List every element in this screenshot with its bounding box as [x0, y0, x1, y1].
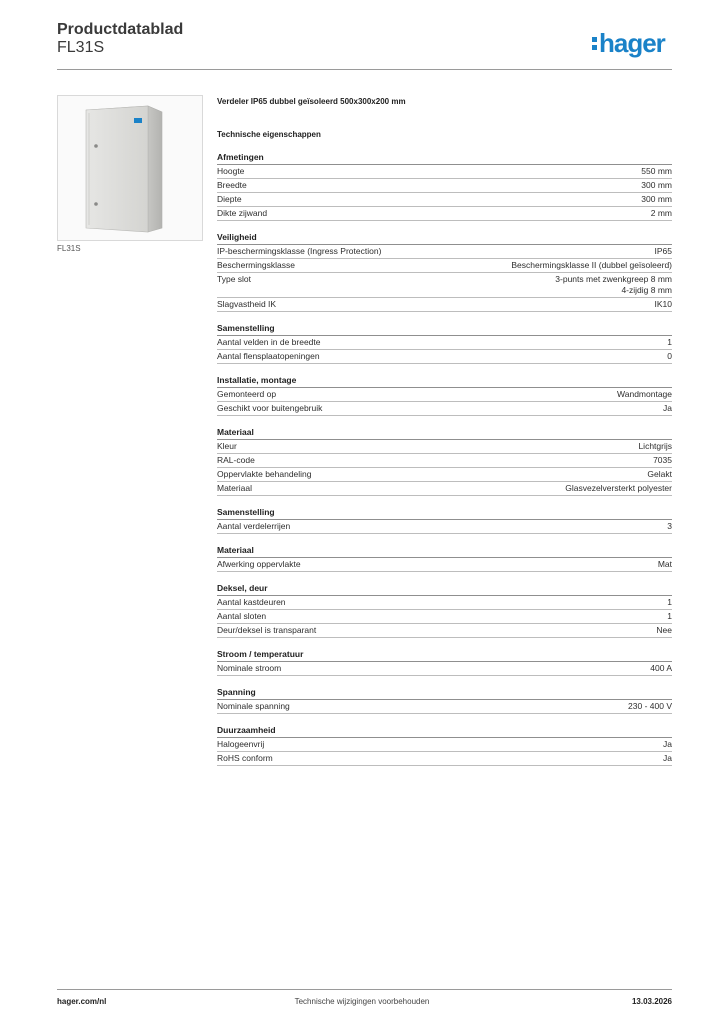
spec-section — [217, 231, 672, 312]
spec-row — [217, 752, 672, 766]
spec-value — [655, 246, 673, 257]
spec-row — [217, 454, 672, 468]
logo-dots-icon — [592, 37, 597, 50]
spec-value — [667, 337, 672, 348]
spec-label: Aantal verdelerrijen — [217, 521, 291, 531]
tech-heading: Technische eigenschappen — [217, 130, 321, 139]
spec-value-line: 300 mm — [641, 180, 672, 190]
spec-value-line: Ja — [663, 753, 672, 763]
spec-value-line: 230 - 400 V — [628, 701, 672, 711]
spec-content — [217, 96, 672, 776]
spec-value — [658, 559, 672, 570]
spec-label: Aantal kastdeuren — [217, 597, 286, 607]
spec-value-line: Gelakt — [647, 469, 672, 479]
spec-value-line: 1 — [667, 337, 672, 347]
spec-label: Kleur — [217, 441, 237, 451]
spec-label: Breedte — [217, 180, 247, 190]
spec-value — [638, 441, 672, 452]
section-title: Materiaal — [217, 426, 672, 440]
spec-row — [217, 388, 672, 402]
enclosure-cabinet-icon — [58, 96, 202, 240]
spec-value-line: 3 — [667, 521, 672, 531]
spec-value-line: 300 mm — [641, 194, 672, 204]
spec-value-line: 7035 — [653, 455, 672, 465]
footer-website-link[interactable]: hager.com/nl — [57, 997, 107, 1006]
section-title: Deksel, deur — [217, 582, 672, 596]
spec-value — [656, 625, 672, 636]
spec-value-line: Ja — [663, 403, 672, 413]
spec-value — [647, 469, 672, 480]
spec-value — [641, 194, 672, 205]
spec-label: Hoogte — [217, 166, 245, 176]
spec-value — [667, 351, 672, 362]
spec-row — [217, 596, 672, 610]
spec-value-line: Ja — [663, 739, 672, 749]
spec-row — [217, 298, 672, 312]
spec-value — [663, 739, 672, 750]
spec-row — [217, 402, 672, 416]
spec-row — [217, 662, 672, 676]
spec-sections — [217, 151, 672, 766]
spec-value-line: 550 mm — [641, 166, 672, 176]
spec-value-line: Glasvezelversterkt polyester — [565, 483, 672, 493]
spec-value — [565, 483, 672, 494]
hager-logo[interactable] — [592, 28, 665, 58]
spec-row — [217, 245, 672, 259]
spec-section — [217, 686, 672, 714]
document-title: Productdatablad — [57, 21, 184, 38]
spec-row — [217, 700, 672, 714]
header-divider — [57, 69, 672, 70]
product-code: FL31S — [57, 39, 105, 56]
spec-row — [217, 207, 672, 221]
spec-label: Geschikt voor buitengebruik — [217, 403, 323, 413]
spec-section — [217, 724, 672, 766]
spec-row — [217, 520, 672, 534]
spec-label: Gemonteerd op — [217, 389, 277, 399]
spec-value — [617, 389, 672, 400]
spec-section — [217, 426, 672, 496]
spec-value — [641, 166, 672, 177]
spec-value-line: 2 mm — [650, 208, 672, 218]
spec-value-line: 1 — [667, 597, 672, 607]
spec-row — [217, 259, 672, 273]
spec-value — [641, 180, 672, 191]
section-title: Duurzaamheid — [217, 724, 672, 738]
footer-date: 13.03.2026 — [631, 997, 672, 1006]
spec-row — [217, 738, 672, 752]
spec-value-line: 3-punts met zwenkgreep 8 mm — [555, 274, 672, 284]
spec-value-line: IK10 — [654, 299, 672, 309]
section-title: Samenstelling — [217, 506, 672, 520]
spec-row — [217, 179, 672, 193]
spec-label: Halogeenvrij — [217, 739, 265, 749]
spec-row — [217, 336, 672, 350]
spec-section — [217, 374, 672, 416]
spec-label: Beschermingsklasse — [217, 260, 295, 270]
spec-row — [217, 165, 672, 179]
section-title: Spanning — [217, 686, 672, 700]
logo-text: hager — [599, 28, 665, 58]
spec-label: Nominale spanning — [217, 701, 290, 711]
spec-label: Deur/deksel is transparant — [217, 625, 317, 635]
section-title: Samenstelling — [217, 322, 672, 336]
spec-value-line: Beschermingsklasse II (dubbel geïsoleerd) — [511, 260, 672, 270]
spec-value-line: Lichtgrijs — [638, 441, 672, 451]
product-description: Verdeler IP65 dubbel geïsoleerd 500x300x200 mm — [217, 97, 406, 106]
spec-row — [217, 440, 672, 454]
spec-row — [217, 193, 672, 207]
spec-section — [217, 648, 672, 676]
spec-label: Dikte zijwand — [217, 208, 268, 218]
spec-value — [663, 753, 672, 764]
spec-value — [667, 611, 672, 622]
spec-value-line: 0 — [667, 351, 672, 361]
spec-value-line: 400 A — [650, 663, 672, 673]
spec-label: Type slot — [217, 274, 252, 284]
section-title: Stroom / temperatuur — [217, 648, 672, 662]
spec-value — [651, 208, 672, 219]
spec-row — [217, 482, 672, 496]
spec-value-line: Wandmontage — [617, 389, 672, 399]
spec-value — [511, 260, 672, 271]
spec-row — [217, 558, 672, 572]
section-title: Veiligheid — [217, 231, 672, 245]
product-image — [57, 95, 203, 241]
spec-value — [667, 597, 672, 608]
spec-value-line: 4-zijdig 8 mm — [621, 285, 672, 295]
spec-section — [217, 506, 672, 534]
spec-label: RAL-code — [217, 455, 255, 465]
spec-label: Afwerking oppervlakte — [217, 559, 301, 569]
spec-label: Slagvastheid IK — [217, 299, 277, 309]
spec-section — [217, 322, 672, 364]
spec-value — [667, 521, 672, 532]
spec-value-line: Mat — [657, 559, 672, 569]
spec-row — [217, 468, 672, 482]
spec-label: RoHS conform — [217, 753, 273, 763]
spec-value — [653, 455, 672, 466]
spec-label: Nominale stroom — [217, 663, 282, 673]
spec-section — [217, 582, 672, 638]
spec-section — [217, 544, 672, 572]
spec-row — [217, 610, 672, 624]
spec-label: Aantal velden in de breedte — [217, 337, 321, 347]
spec-label: Aantal flensplaatopeningen — [217, 351, 320, 361]
spec-value-line: IP65 — [654, 246, 672, 256]
footer-divider — [57, 989, 672, 990]
spec-value-line: Nee — [656, 625, 672, 635]
spec-row — [217, 624, 672, 638]
footer-disclaimer: Technische wijzigingen voorbehouden — [294, 997, 430, 1006]
spec-value — [650, 663, 672, 674]
spec-label: Aantal sloten — [217, 611, 267, 621]
section-title: Materiaal — [217, 544, 672, 558]
spec-value — [628, 701, 672, 712]
section-title: Installatie, montage — [217, 374, 672, 388]
section-title: Afmetingen — [217, 151, 672, 165]
spec-label: Oppervlakte behandeling — [217, 469, 312, 479]
spec-value — [655, 299, 673, 310]
spec-label: IP-beschermingsklasse (Ingress Protection) — [217, 246, 382, 256]
spec-value — [663, 403, 672, 414]
spec-label: Materiaal — [217, 483, 252, 493]
spec-section — [217, 151, 672, 221]
spec-row — [217, 350, 672, 364]
spec-label: Diepte — [217, 194, 242, 204]
spec-value-line: 1 — [667, 611, 672, 621]
image-caption: FL31S — [57, 244, 81, 253]
spec-value — [555, 274, 672, 296]
spec-row — [217, 273, 672, 298]
